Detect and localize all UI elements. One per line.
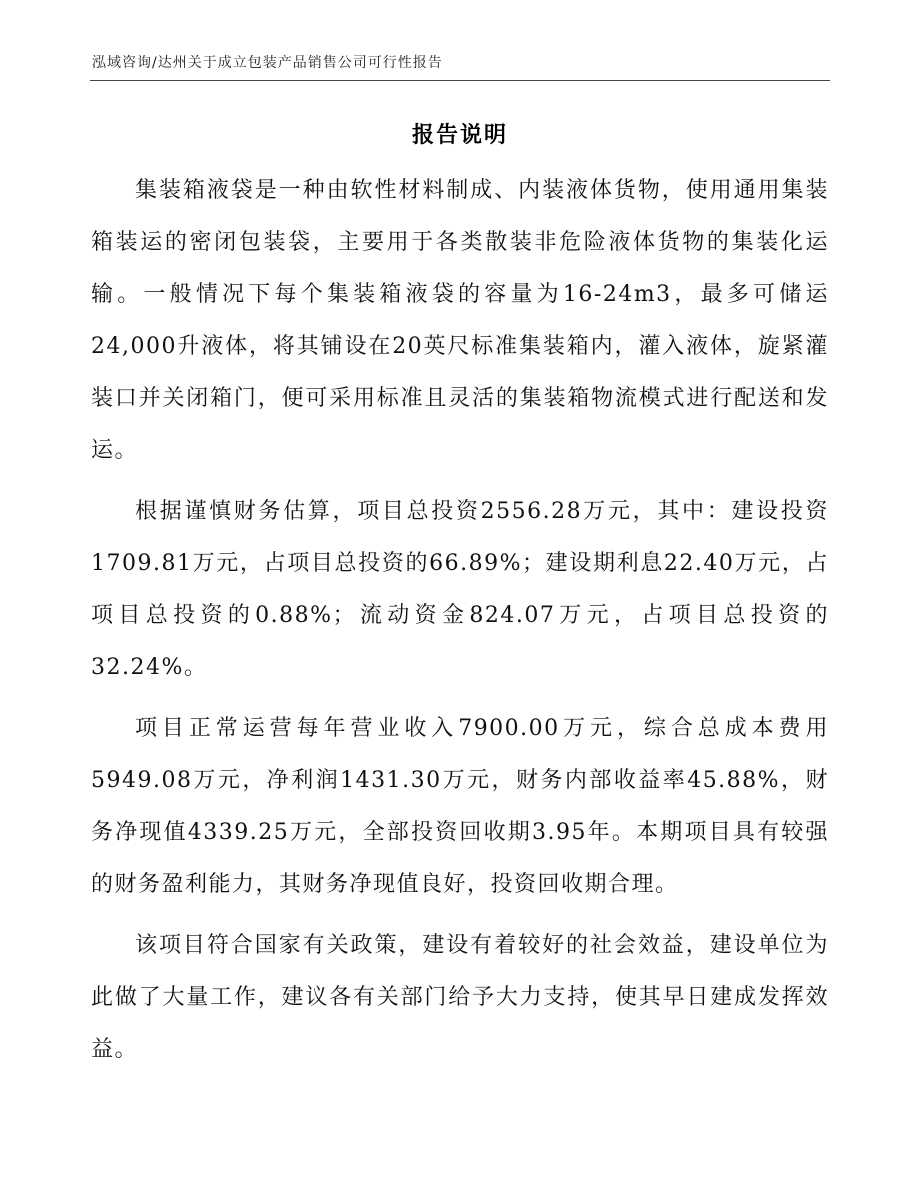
paragraph-investment-estimate: 根据谨慎财务估算，项目总投资2556.28万元，其中：建设投资1709.81万元，占项目总投资的66.89%；建设期利息22.40万元，占项目总投资的0.88%；流动资金824.07万元，占项目总投资的32.24%。 [91,499,829,680]
paragraph-operating-returns: 项目正常运营每年营业收入7900.00万元，综合总成本费用5949.08万元，净利润1431.30万元，财务内部收益率45.88%，财务净现值4339.25万元，全部投资回收期3.95年。本期项目具有较强的财务盈利能力，其财务净现值良好，投资回收期合理。 [91,716,829,897]
running-header: 泓域咨询/达州关于成立包装产品销售公司可行性报告 [92,55,443,71]
paragraph-product-description: 集装箱液袋是一种由软性材料制成、内装液体货物，使用通用集装箱装运的密闭包装袋，主要用于各类散装非危险液体货物的集装化运输。一般情况下每个集装箱液袋的容量为16-24m3，最多可储运24,000升液体，将其铺设在20英尺标准集装箱内，灌入液体，旋紧灌装口并关闭箱门，便可采用标准且灵活的集装箱物流模式进行配送和发运。 [91,178,829,463]
page-title: 报告说明 [411,123,508,148]
report-body [91,165,829,1085]
paragraph-recommendation: 该项目符合国家有关政策，建设有着较好的社会效益，建设单位为此做了大量工作，建议各有关部门给予大力支持，使其早日建成发挥效益。 [91,933,829,1062]
header-divider [90,80,830,81]
